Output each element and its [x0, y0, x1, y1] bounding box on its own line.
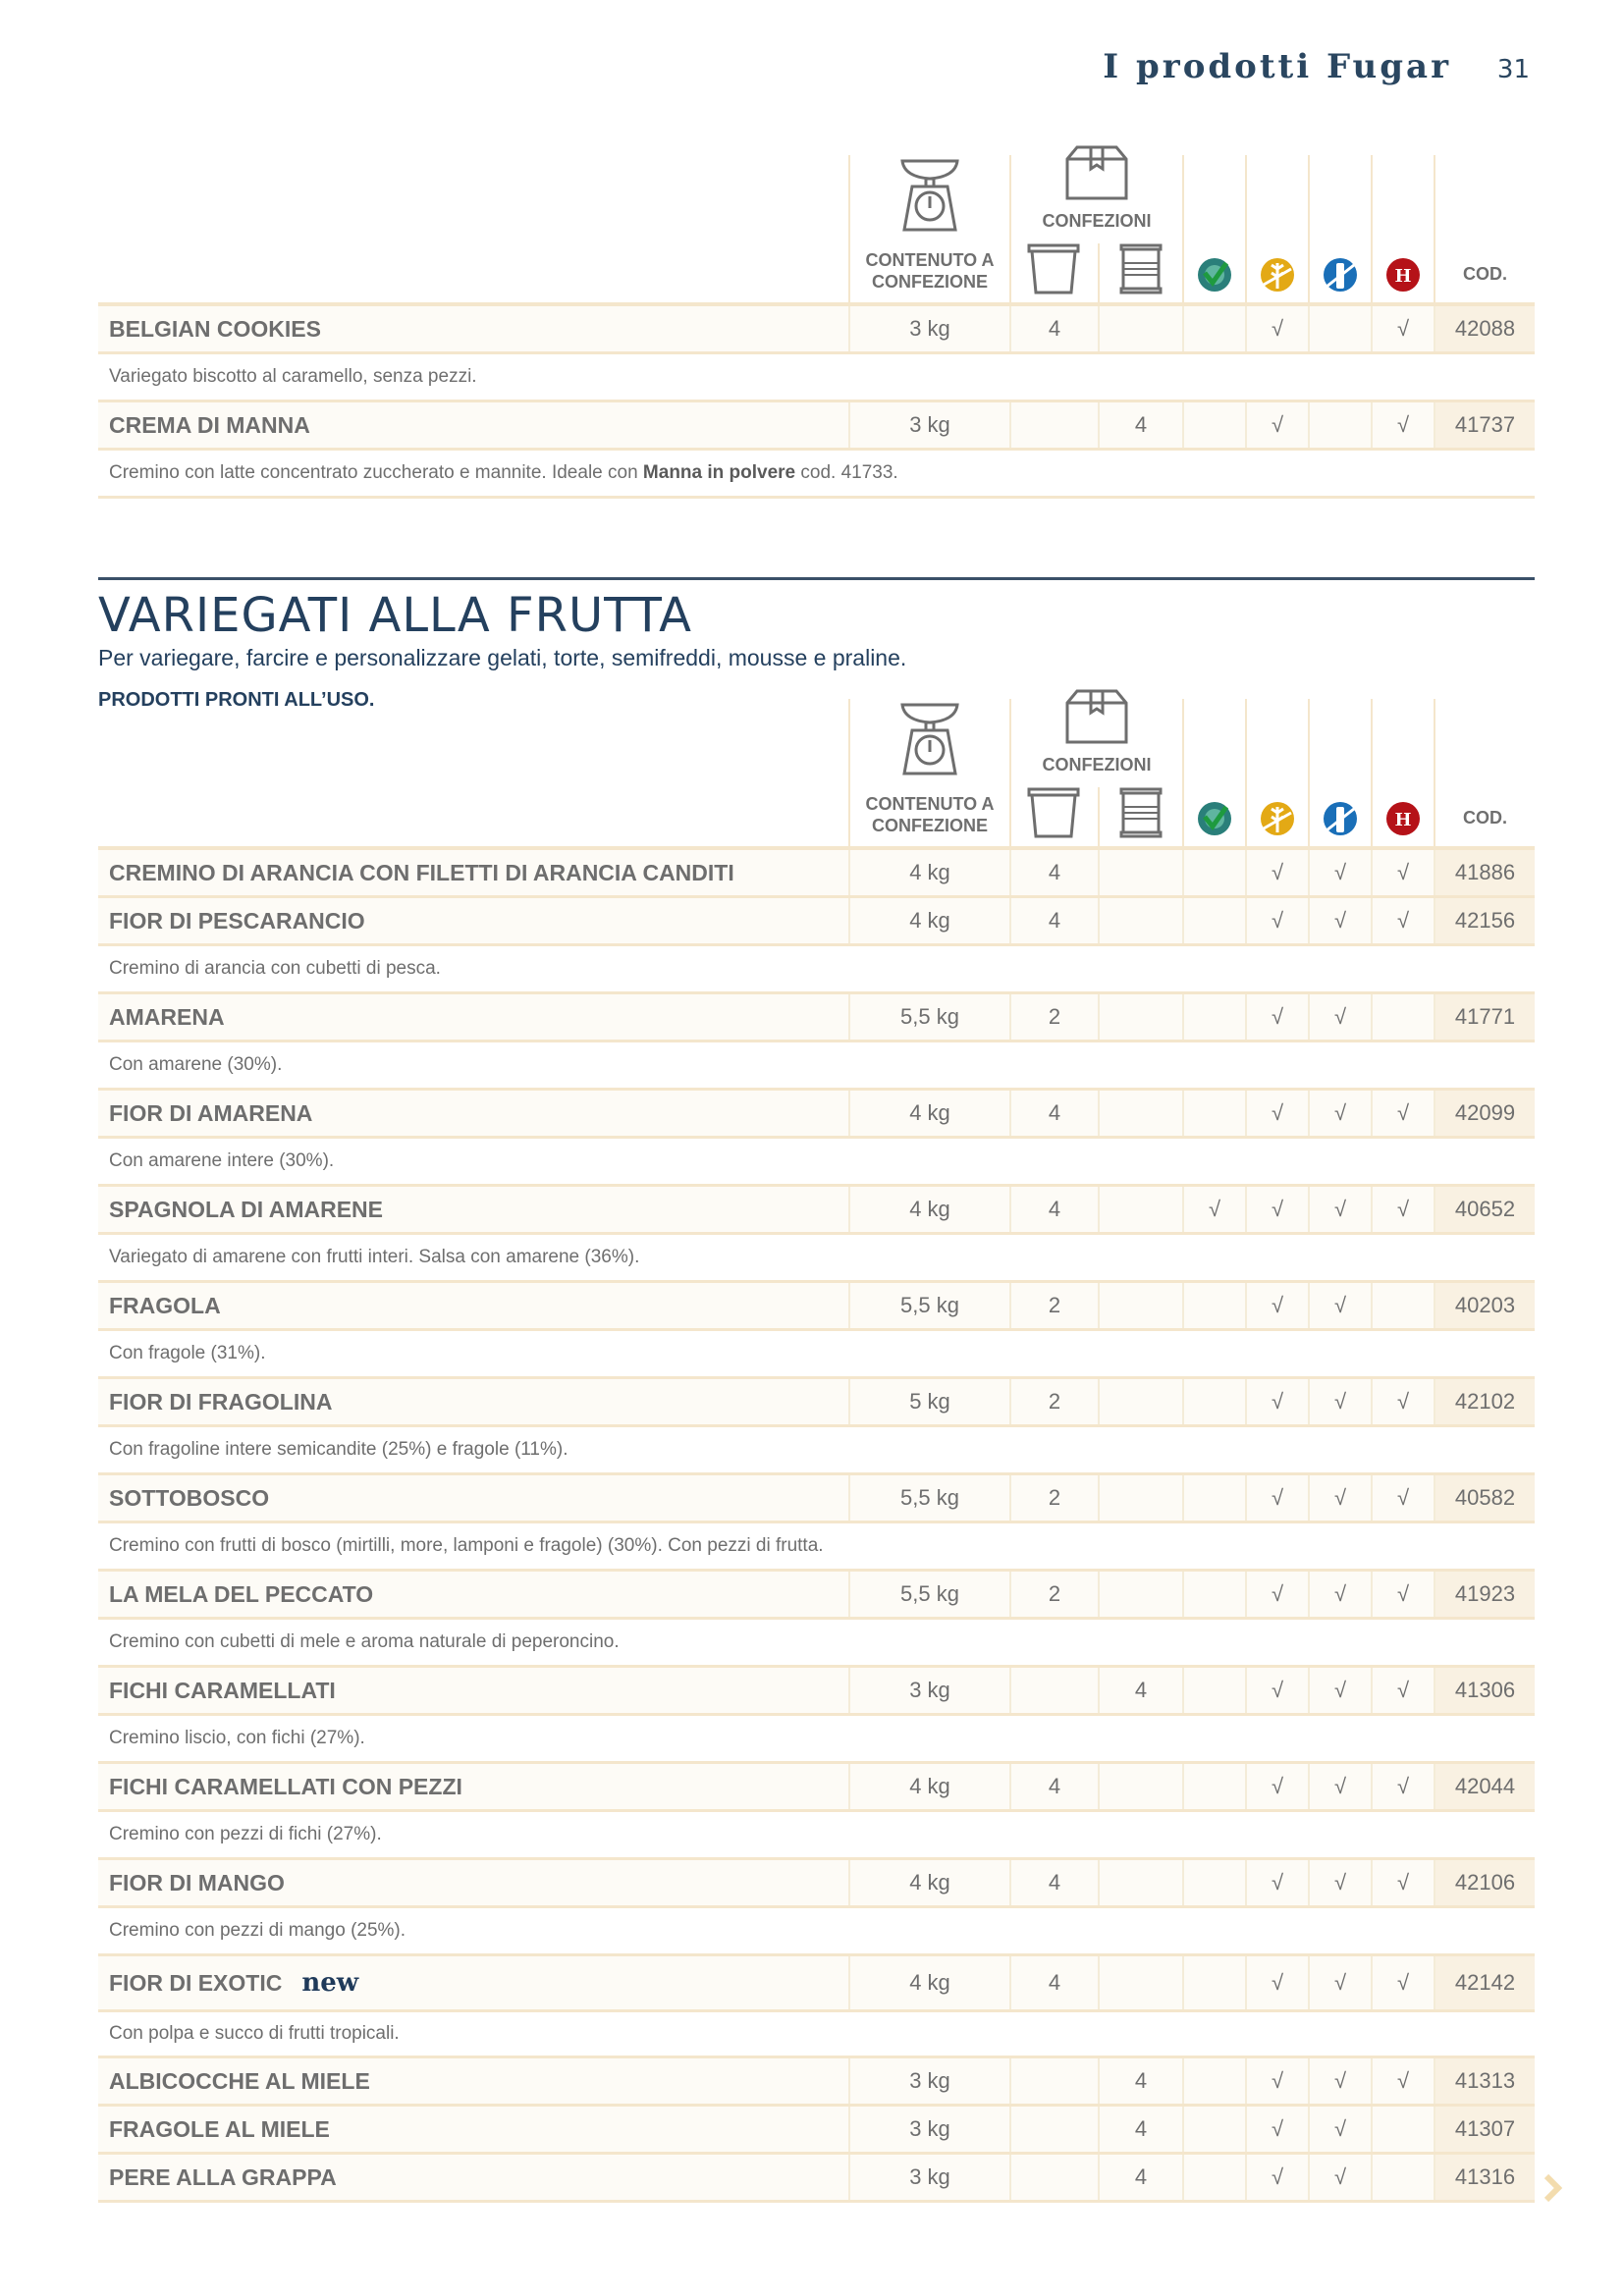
cell-latta [1098, 1572, 1182, 1617]
cell-gluten-free: √ [1245, 1572, 1308, 1617]
column-header [98, 155, 1535, 302]
cell-cod: 41306 [1434, 1668, 1535, 1713]
cell-cod: 42156 [1434, 898, 1535, 943]
cell-contenuto: 4 kg [848, 898, 1009, 943]
table-variegati-frutta [98, 699, 1535, 2203]
section-divider [98, 577, 1535, 580]
table-row [98, 1475, 1535, 1523]
cell-halal: √ [1371, 1860, 1434, 1905]
product-description: Cremino con frutti di bosco (mirtilli, more, lamponi e fragole) (30%). Con pezzi di frutta. [98, 1523, 1535, 1572]
cell-vegetarian [1182, 1956, 1245, 2009]
cell-lactose-free: √ [1308, 1187, 1371, 1232]
header-contenuto-label: CONTENUTO A CONFEZIONE [865, 794, 995, 835]
cell-halal: √ [1371, 1956, 1434, 2009]
cell-secchio [1009, 402, 1098, 448]
halal-icon [1385, 257, 1421, 297]
cell-vegetarian [1182, 2107, 1245, 2152]
section-title: VARIEGATI ALLA FRUTTA [98, 588, 692, 643]
product-name [109, 1187, 383, 1232]
cell-contenuto: 3 kg [848, 2155, 1009, 2200]
product-description: Con fragoline intere semicandite (25%) e fragole (11%). [98, 1427, 1535, 1475]
product-description: Cremino con cubetti di mele e aroma naturale di peperoncino. [98, 1620, 1535, 1668]
cell-secchio: 4 [1009, 1860, 1098, 1905]
cell-halal: √ [1371, 1475, 1434, 1521]
product-name-text: FIOR DI MANGO [109, 1870, 285, 1896]
cell-cod: 41307 [1434, 2107, 1535, 2152]
cell-cod: 41886 [1434, 850, 1535, 895]
product-name [109, 1764, 462, 1809]
cell-gluten-free: √ [1245, 1475, 1308, 1521]
cell-cod: 41923 [1434, 1572, 1535, 1617]
scale-icon [898, 701, 961, 780]
header-confezioni-label: CONFEZIONI [1042, 755, 1152, 774]
cell-vegetarian [1182, 2155, 1245, 2200]
header-cod-label: COD. [1463, 808, 1507, 828]
cell-latta: 4 [1098, 1668, 1182, 1713]
cell-secchio [1009, 2058, 1098, 2104]
product-name-text: FIOR DI PESCARANCIO [109, 908, 365, 934]
cell-gluten-free: √ [1245, 898, 1308, 943]
table-row [98, 306, 1535, 354]
cell-lactose-free: √ [1308, 2058, 1371, 2104]
box-icon [1063, 689, 1130, 749]
cell-vegetarian [1182, 2058, 1245, 2104]
cell-contenuto: 3 kg [848, 2107, 1009, 2152]
cell-cod: 42099 [1434, 1091, 1535, 1136]
table-row [98, 1379, 1535, 1427]
cell-lactose-free: √ [1308, 1475, 1371, 1521]
cell-cod: 40652 [1434, 1187, 1535, 1232]
cell-halal: √ [1371, 1668, 1434, 1713]
table-row [98, 1956, 1535, 2012]
table-row [98, 850, 1535, 898]
cell-vegetarian [1182, 1764, 1245, 1809]
cell-latta [1098, 1764, 1182, 1809]
header-gluten-free [1245, 699, 1308, 846]
product-name [109, 994, 225, 1040]
cell-halal: √ [1371, 898, 1434, 943]
table-row [98, 1283, 1535, 1331]
table-row [98, 1187, 1535, 1235]
cell-latta [1098, 1283, 1182, 1328]
cell-lactose-free: √ [1308, 1860, 1371, 1905]
cell-vegetarian [1182, 898, 1245, 943]
table-row [98, 2058, 1535, 2107]
svg-text:H: H [1394, 266, 1412, 287]
cell-vegetarian [1182, 1091, 1245, 1136]
product-name [109, 850, 734, 895]
product-description: Con fragole (31%). [98, 1331, 1535, 1379]
table-row [98, 402, 1535, 451]
cell-cod: 40582 [1434, 1475, 1535, 1521]
cell-vegetarian [1182, 850, 1245, 895]
cell-halal: √ [1371, 1091, 1434, 1136]
cell-secchio: 4 [1009, 1956, 1098, 2009]
cell-halal: √ [1371, 306, 1434, 351]
cell-contenuto: 5,5 kg [848, 994, 1009, 1040]
cell-cod: 41316 [1434, 2155, 1535, 2200]
product-description: Variegato di amarene con frutti interi. Salsa con amarene (36%). [98, 1235, 1535, 1283]
cell-secchio: 4 [1009, 850, 1098, 895]
cell-contenuto: 4 kg [848, 1091, 1009, 1136]
table-belgian-cookies [98, 155, 1535, 499]
cell-lactose-free: √ [1308, 1379, 1371, 1424]
scale-icon [898, 157, 961, 237]
cell-contenuto: 5,5 kg [848, 1475, 1009, 1521]
table-row [98, 1668, 1535, 1716]
cell-latta: 4 [1098, 2058, 1182, 2104]
cell-lactose-free: √ [1308, 1668, 1371, 1713]
product-name-text: CREMINO DI ARANCIA CON FILETTI DI ARANCIA CANDITI [109, 860, 734, 885]
cell-secchio: 4 [1009, 898, 1098, 943]
product-description: Con amarene intere (30%). [98, 1139, 1535, 1187]
table-row [98, 2155, 1535, 2203]
column-header [98, 699, 1535, 846]
cell-contenuto: 3 kg [848, 306, 1009, 351]
header-bucket [1009, 787, 1098, 846]
header-lactose-free [1308, 699, 1371, 846]
product-name [109, 306, 321, 351]
cell-halal: √ [1371, 1572, 1434, 1617]
product-description: Cremino con pezzi di mango (25%). [98, 1908, 1535, 1956]
header-tin [1098, 787, 1182, 846]
product-description: Con amarene (30%). [98, 1042, 1535, 1091]
product-description: Cremino con pezzi di fichi (27%). [98, 1812, 1535, 1860]
cell-contenuto: 4 kg [848, 1764, 1009, 1809]
cell-contenuto: 3 kg [848, 2058, 1009, 2104]
cell-gluten-free: √ [1245, 402, 1308, 448]
cell-halal [1371, 2155, 1434, 2200]
cell-lactose-free: √ [1308, 2107, 1371, 2152]
product-name [109, 1956, 358, 2009]
cell-lactose-free: √ [1308, 1956, 1371, 2009]
cell-secchio [1009, 1668, 1098, 1713]
cell-latta [1098, 994, 1182, 1040]
cell-cod: 42088 [1434, 306, 1535, 351]
lactose-free-icon [1323, 801, 1358, 841]
cell-halal [1371, 1283, 1434, 1328]
cell-cod: 41737 [1434, 402, 1535, 448]
cell-cod: 41313 [1434, 2058, 1535, 2104]
cell-contenuto: 3 kg [848, 1668, 1009, 1713]
header-cod [1434, 155, 1535, 302]
cell-secchio: 2 [1009, 1283, 1098, 1328]
vegetarian-certified-icon [1197, 801, 1232, 841]
cell-gluten-free: √ [1245, 306, 1308, 351]
header-cod-label: COD. [1463, 264, 1507, 284]
product-name-text: FRAGOLA [109, 1293, 221, 1318]
product-name-text: AMARENA [109, 1004, 225, 1030]
cell-secchio [1009, 2155, 1098, 2200]
svg-text:H: H [1394, 810, 1412, 830]
cell-vegetarian [1182, 402, 1245, 448]
header-gluten-free [1245, 155, 1308, 302]
cell-vegetarian [1182, 1860, 1245, 1905]
cell-latta [1098, 1379, 1182, 1424]
cell-lactose-free [1308, 306, 1371, 351]
product-name-text: SPAGNOLA DI AMARENE [109, 1197, 383, 1222]
gluten-free-icon [1260, 801, 1295, 841]
cell-latta [1098, 1475, 1182, 1521]
product-name-text: FIOR DI FRAGOLINA [109, 1389, 333, 1415]
product-name [109, 1091, 312, 1136]
table-row [98, 1764, 1535, 1812]
product-description [98, 451, 1535, 499]
cell-lactose-free: √ [1308, 1283, 1371, 1328]
cell-cod: 42102 [1434, 1379, 1535, 1424]
cell-gluten-free: √ [1245, 1283, 1308, 1328]
cell-secchio: 2 [1009, 1572, 1098, 1617]
cell-halal [1371, 2107, 1434, 2152]
cell-latta [1098, 306, 1182, 351]
cell-vegetarian: √ [1182, 1187, 1245, 1232]
cell-cod: 42142 [1434, 1956, 1535, 2009]
related-product-name: Manna in polvere [642, 462, 796, 483]
cell-cod: 40203 [1434, 1283, 1535, 1328]
product-name-text: BELGIAN COOKIES [109, 316, 321, 342]
cell-cod: 41771 [1434, 994, 1535, 1040]
header-cod [1434, 699, 1535, 846]
cell-vegetarian [1182, 1572, 1245, 1617]
cell-secchio: 2 [1009, 1379, 1098, 1424]
cell-gluten-free: √ [1245, 1379, 1308, 1424]
header-confezioni-label: CONFEZIONI [1042, 211, 1152, 231]
cell-halal [1371, 994, 1434, 1040]
table-row [98, 1091, 1535, 1139]
cell-contenuto: 4 kg [848, 850, 1009, 895]
cell-secchio [1009, 2107, 1098, 2152]
cell-halal: √ [1371, 1187, 1434, 1232]
cell-lactose-free: √ [1308, 850, 1371, 895]
product-name-text: LA MELA DEL PECCATO [109, 1581, 374, 1607]
cell-secchio: 4 [1009, 306, 1098, 351]
header-title: I prodotti Fugar [1103, 47, 1451, 86]
product-description: Cremino liscio, con fichi (27%). [98, 1716, 1535, 1764]
chevron-right-icon[interactable] [1543, 2173, 1567, 2203]
cell-secchio: 2 [1009, 994, 1098, 1040]
gluten-free-icon [1260, 257, 1295, 297]
cell-gluten-free: √ [1245, 1668, 1308, 1713]
product-name [109, 898, 365, 943]
cell-contenuto: 4 kg [848, 1187, 1009, 1232]
cell-gluten-free: √ [1245, 2058, 1308, 2104]
cell-cod: 42044 [1434, 1764, 1535, 1809]
cell-halal: √ [1371, 2058, 1434, 2104]
header-bucket [1009, 243, 1098, 302]
cell-gluten-free: √ [1245, 2155, 1308, 2200]
table-row [98, 2107, 1535, 2155]
box-icon [1063, 145, 1130, 205]
section-variegati-alla-frutta [98, 577, 1535, 712]
cell-vegetarian [1182, 994, 1245, 1040]
cell-latta: 4 [1098, 2155, 1182, 2200]
cell-halal: √ [1371, 850, 1434, 895]
product-name [109, 2058, 370, 2104]
product-name-text: FRAGOLE AL MIELE [109, 2116, 330, 2142]
table-row [98, 898, 1535, 946]
header-contenuto-label: CONTENUTO A CONFEZIONE [865, 250, 995, 292]
product-name-text: FIOR DI EXOTIC [109, 1970, 283, 1996]
cell-gluten-free: √ [1245, 1764, 1308, 1809]
cell-lactose-free: √ [1308, 1091, 1371, 1136]
cell-cod: 42106 [1434, 1860, 1535, 1905]
product-description: Con polpa e succo di frutti tropicali. [98, 2012, 1535, 2058]
lactose-free-icon [1323, 257, 1358, 297]
section-note: PRODOTTI PRONTI ALL’USO. [98, 689, 375, 711]
section-subtitle: Per variegare, farcire e personalizzare gelati, torte, semifreddi, mousse e praline. [98, 645, 907, 670]
tin-can-icon [1119, 787, 1163, 843]
cell-secchio: 4 [1009, 1764, 1098, 1809]
cell-gluten-free: √ [1245, 1860, 1308, 1905]
header-contenuto [848, 155, 1009, 302]
cell-secchio: 4 [1009, 1091, 1098, 1136]
halal-icon [1385, 801, 1421, 841]
cell-latta: 4 [1098, 402, 1182, 448]
cell-latta [1098, 898, 1182, 943]
cell-contenuto: 4 kg [848, 1956, 1009, 2009]
product-name [109, 402, 310, 448]
cell-lactose-free: √ [1308, 2155, 1371, 2200]
header-vegetarian [1182, 155, 1245, 302]
cell-lactose-free: √ [1308, 1764, 1371, 1809]
cell-vegetarian [1182, 1475, 1245, 1521]
product-name [109, 1475, 269, 1521]
cell-gluten-free: √ [1245, 1091, 1308, 1136]
page-number: 31 [1496, 55, 1530, 84]
product-name [109, 2155, 337, 2200]
new-badge: new [301, 1968, 359, 1998]
cell-contenuto: 5,5 kg [848, 1283, 1009, 1328]
cell-lactose-free: √ [1308, 1572, 1371, 1617]
product-name [109, 1379, 332, 1424]
cell-halal: √ [1371, 402, 1434, 448]
product-name-text: ALBICOCCHE AL MIELE [109, 2068, 370, 2094]
cell-vegetarian [1182, 1668, 1245, 1713]
bucket-icon [1027, 243, 1080, 299]
cell-lactose-free: √ [1308, 898, 1371, 943]
header-halal [1371, 699, 1434, 846]
product-description: Cremino di arancia con cubetti di pesca. [98, 946, 1535, 994]
cell-gluten-free: √ [1245, 1956, 1308, 2009]
cell-gluten-free: √ [1245, 994, 1308, 1040]
cell-vegetarian [1182, 306, 1245, 351]
cell-latta [1098, 1187, 1182, 1232]
cell-gluten-free: √ [1245, 2107, 1308, 2152]
product-name-text: FICHI CARAMELLATI CON PEZZI [109, 1774, 462, 1799]
cell-vegetarian [1182, 1379, 1245, 1424]
product-name [109, 2107, 330, 2152]
cell-contenuto: 3 kg [848, 402, 1009, 448]
cell-latta [1098, 1091, 1182, 1136]
cell-latta [1098, 1956, 1182, 2009]
cell-gluten-free: √ [1245, 850, 1308, 895]
product-name-text: PERE ALLA GRAPPA [109, 2164, 337, 2190]
cell-gluten-free: √ [1245, 1187, 1308, 1232]
cell-secchio: 2 [1009, 1475, 1098, 1521]
product-name-text: FICHI CARAMELLATI [109, 1678, 336, 1703]
product-name [109, 1860, 285, 1905]
product-name [109, 1668, 336, 1713]
cell-secchio: 4 [1009, 1187, 1098, 1232]
product-name-text: SOTTOBOSCO [109, 1485, 270, 1511]
header-lactose-free [1308, 155, 1371, 302]
table-row [98, 994, 1535, 1042]
header-contenuto [848, 699, 1009, 846]
cell-halal: √ [1371, 1379, 1434, 1424]
header-tin [1098, 243, 1182, 302]
cell-contenuto: 5 kg [848, 1379, 1009, 1424]
description-text: Cremino con latte concentrato zuccherato e mannite. Ideale con [109, 462, 643, 483]
header-vegetarian [1182, 699, 1245, 846]
product-name [109, 1572, 373, 1617]
header-halal [1371, 155, 1434, 302]
product-description: Variegato biscotto al caramello, senza pezzi. [98, 354, 1535, 402]
tin-can-icon [1119, 243, 1163, 299]
table-row [98, 1572, 1535, 1620]
vegetarian-certified-icon [1197, 257, 1232, 297]
cell-contenuto: 5,5 kg [848, 1572, 1009, 1617]
cell-vegetarian [1182, 1283, 1245, 1328]
product-name-text: CREMA DI MANNA [109, 412, 310, 438]
cell-halal: √ [1371, 1764, 1434, 1809]
cell-contenuto: 4 kg [848, 1860, 1009, 1905]
cell-lactose-free [1308, 402, 1371, 448]
cell-latta [1098, 1860, 1182, 1905]
cell-lactose-free: √ [1308, 994, 1371, 1040]
cell-latta [1098, 850, 1182, 895]
cell-latta: 4 [1098, 2107, 1182, 2152]
table-row [98, 1860, 1535, 1908]
bucket-icon [1027, 787, 1080, 843]
product-name-text: FIOR DI AMARENA [109, 1100, 313, 1126]
description-text: cod. 41733. [795, 462, 898, 483]
product-name [109, 1283, 221, 1328]
page-header [0, 47, 1624, 96]
